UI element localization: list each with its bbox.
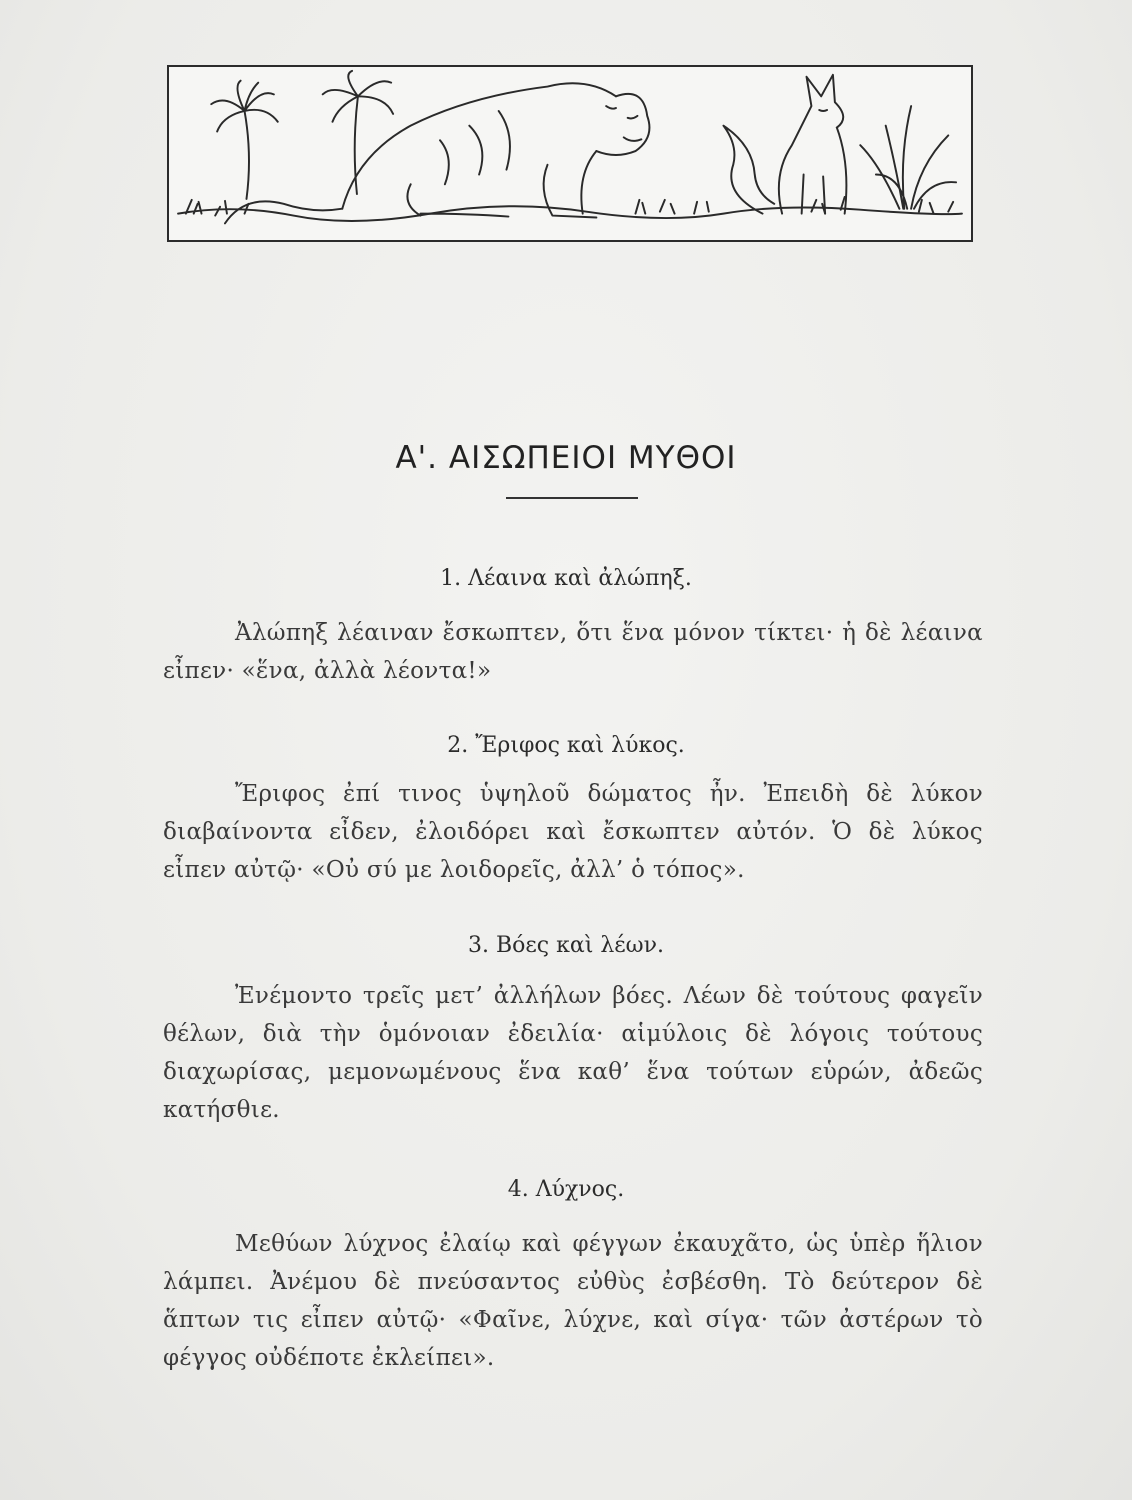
heading-divider [506, 497, 638, 499]
fable-title: 3. Βόες καὶ λέων. [468, 933, 664, 958]
section-heading: Α'. ΑΙΣΩΠΕΙΟΙ ΜΥΘΟΙ [395, 440, 737, 476]
fable-text: Ἀλώπηξ λέαιναν ἔσκωπτεν, ὅτι ἕνα μόνον τίκτει· ἡ δὲ λέαινα εἶπεν· «ἕνα, ἀλλὰ λέοντα!» [163, 620, 983, 684]
fable-text: Ἐνέμοντο τρεῖς μετ’ ἀλλήλων βόες. Λέων δὲ τούτους φαγεῖν θέλων, διὰ τὴν ὁμόνοιαν ἐδειλία· αἱμύλοις δὲ λόγοις τούτους διαχωρίσας, μεμονωμένους ἕνα καθ’ ἕνα τούτων εὑρών, ἀδεῶς κατήσθιε. [163, 983, 983, 1123]
fable-title: 4. Λύχνος. [507, 1177, 625, 1202]
fable-text: Μεθύων λύχνος ἐλαίῳ καὶ φέγγων ἐκαυχᾶτο, ὡς ὑπὲρ ἥλιον λάμπει. Ἀνέμου δὲ πνεύσαντος εὐθὺς ἐσβέσθη. Τὸ δεύτερον δὲ ἅπτων τις εἶπεν αὐτῷ· «Φαῖνε, λύχνε, καὶ σίγα· τῶν ἀστέρων τὸ φέγγος οὐδέποτε ἐκλείπει». [163, 1231, 983, 1371]
fable-title: 1. Λέαινα καὶ ἀλώπηξ. [440, 566, 692, 591]
fable-title: 2. Ἔριφος καὶ λύκος. [447, 733, 685, 758]
lion-and-fox-vignette-icon [167, 65, 973, 242]
fable-text: Ἔριφος ἐπί τινος ὑψηλοῦ δώματος ἦν. Ἐπειδὴ δὲ λύκον διαβαίνοντα εἶδεν, ἐλοιδόρει καὶ ἔσκωπτεν αὐτόν. Ὁ δὲ λύκος εἶπεν αὐτῷ· «Οὐ σύ με λοιδορεῖς, ἀλλ’ ὁ τόπος». [163, 781, 983, 883]
